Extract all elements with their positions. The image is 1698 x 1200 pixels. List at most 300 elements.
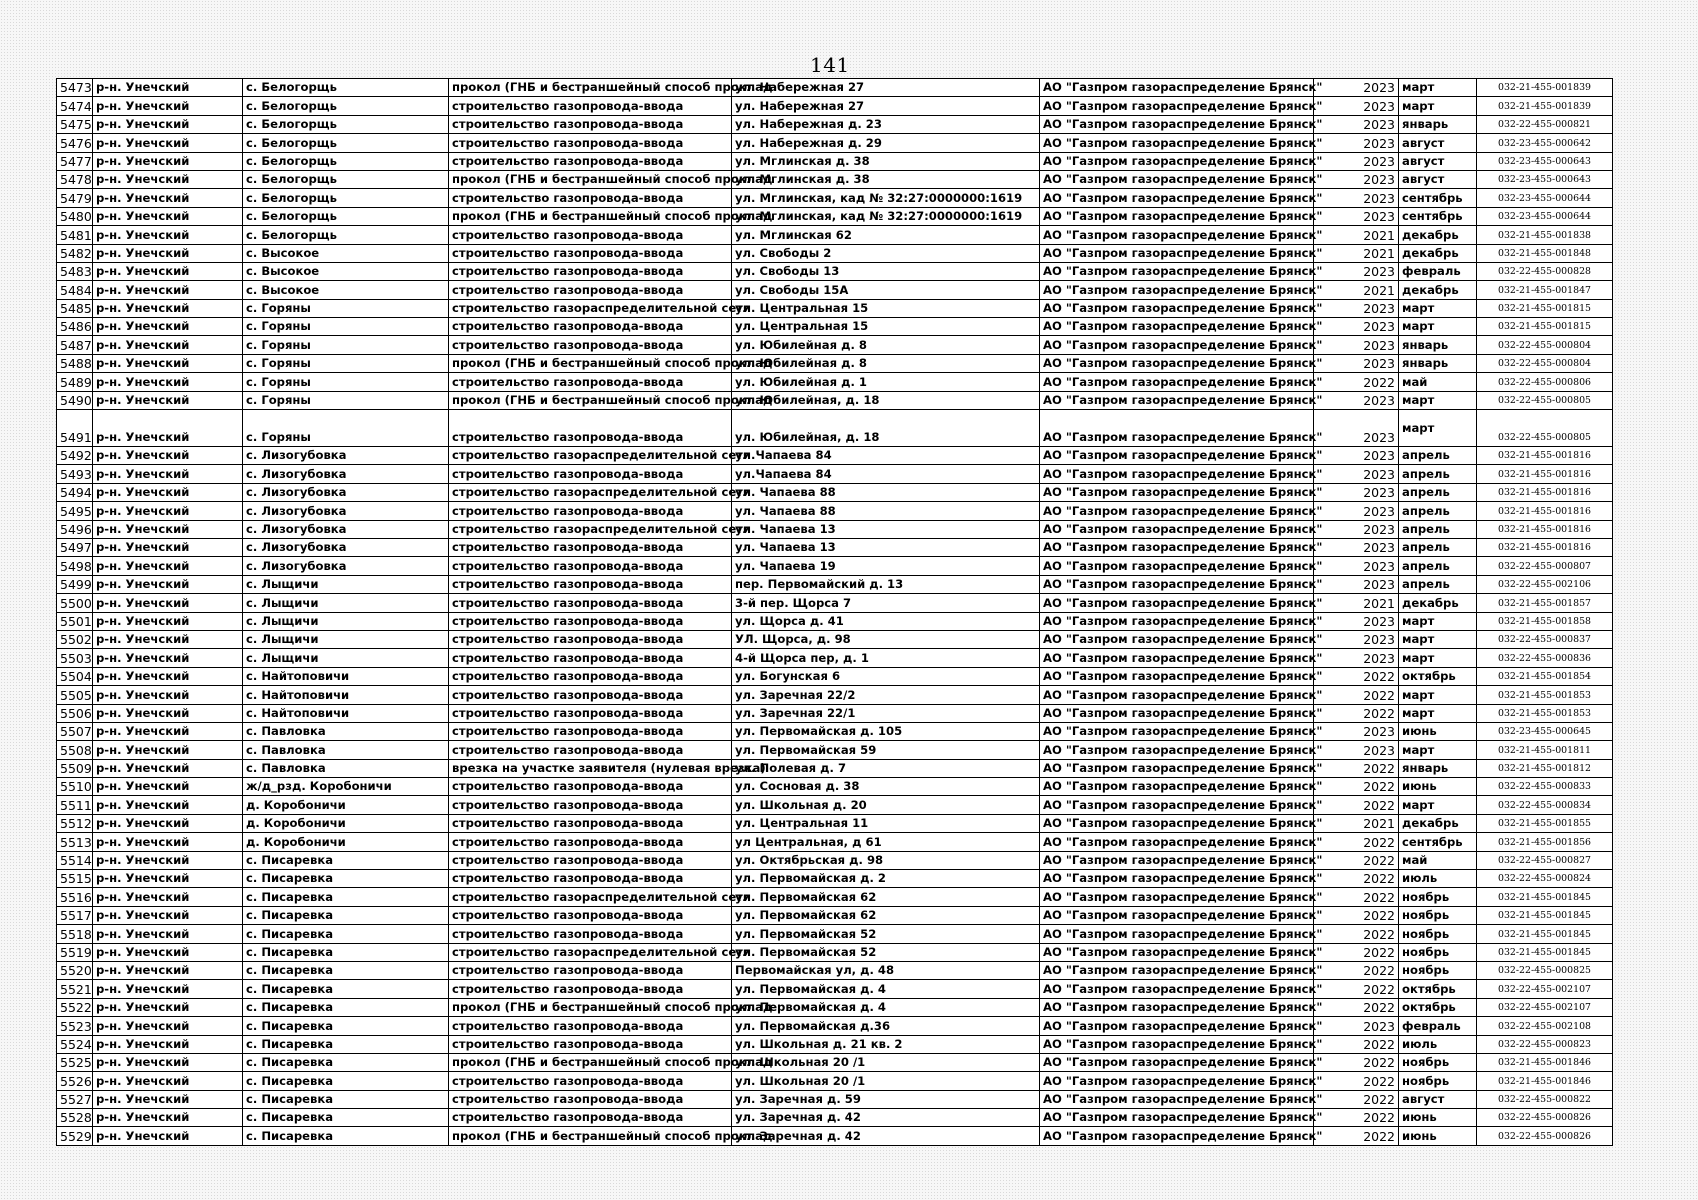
address-cell: ул. Первомайская д.36	[732, 1017, 1040, 1035]
code-cell: 032-21-455-001845	[1477, 888, 1613, 906]
organization-cell: АО "Газпром газораспределение Брянск"	[1040, 612, 1314, 630]
table-row	[57, 704, 1613, 722]
month-cell: январь	[1399, 354, 1477, 372]
organization-cell: АО "Газпром газораспределение Брянск"	[1040, 502, 1314, 520]
settlement-cell: с. Белогорщь	[243, 115, 449, 133]
district-cell: р-н. Унечский	[93, 778, 243, 796]
address-cell: УЛ. Щорса, д. 98	[732, 630, 1040, 648]
address-cell: пер. Первомайский д. 13	[732, 575, 1040, 593]
work-type-cell: строительство газопровода-ввода	[449, 741, 732, 759]
row-number-cell: 5512	[57, 814, 93, 832]
code-cell: 032-22-455-002108	[1477, 1017, 1613, 1035]
row-number-cell: 5491	[57, 410, 93, 447]
district-cell: р-н. Унечский	[93, 410, 243, 447]
month-cell: ноябрь	[1399, 925, 1477, 943]
work-type-cell: строительство газопровода-ввода	[449, 1090, 732, 1108]
organization-cell: АО "Газпром газораспределение Брянск"	[1040, 961, 1314, 979]
row-number-cell: 5522	[57, 998, 93, 1016]
code-cell: 032-22-455-000806	[1477, 373, 1613, 391]
table-row	[57, 961, 1613, 979]
address-cell: ул. Первомайская д. 2	[732, 870, 1040, 888]
code-cell: 032-21-455-001811	[1477, 741, 1613, 759]
table-row	[57, 262, 1613, 280]
organization-cell: АО "Газпром газораспределение Брянск"	[1040, 97, 1314, 115]
address-cell: ул. Свободы 13	[732, 262, 1040, 280]
month-cell: ноябрь	[1399, 906, 1477, 924]
address-cell: ул. Первомайская 52	[732, 943, 1040, 961]
year-cell: 2022	[1314, 759, 1399, 777]
settlement-cell: с. Горяны	[243, 373, 449, 391]
settlement-cell: с. Белогорщь	[243, 226, 449, 244]
organization-cell: АО "Газпром газораспределение Брянск"	[1040, 152, 1314, 170]
work-type-cell: строительство газопровода-ввода	[449, 134, 732, 152]
code-cell: 032-22-455-000834	[1477, 796, 1613, 814]
work-type-cell: строительство газопровода-ввода	[449, 189, 732, 207]
month-cell: август	[1399, 1090, 1477, 1108]
year-cell: 2022	[1314, 998, 1399, 1016]
table-row	[57, 170, 1613, 188]
row-number-cell: 5505	[57, 686, 93, 704]
district-cell: р-н. Унечский	[93, 1109, 243, 1127]
settlement-cell: с. Писаревка	[243, 1090, 449, 1108]
settlement-cell: с. Писаревка	[243, 888, 449, 906]
table-row	[57, 630, 1613, 648]
organization-cell: АО "Газпром газораспределение Брянск"	[1040, 207, 1314, 225]
work-type-cell: строительство газопровода-ввода	[449, 373, 732, 391]
row-number-cell: 5484	[57, 281, 93, 299]
address-cell: ул. Юбилейная д. 8	[732, 354, 1040, 372]
code-cell: 032-21-455-001812	[1477, 759, 1613, 777]
year-cell: 2022	[1314, 980, 1399, 998]
code-cell: 032-23-455-000645	[1477, 722, 1613, 740]
code-cell: 032-22-455-002107	[1477, 998, 1613, 1016]
year-cell: 2023	[1314, 134, 1399, 152]
work-type-cell: строительство газопровода-ввода	[449, 281, 732, 299]
district-cell: р-н. Унечский	[93, 1035, 243, 1053]
code-cell: 032-22-455-000824	[1477, 870, 1613, 888]
work-type-cell: прокол (ГНБ и бестраншейный способ проклад	[449, 207, 732, 225]
year-cell: 2021	[1314, 226, 1399, 244]
month-cell: январь	[1399, 115, 1477, 133]
year-cell: 2023	[1314, 557, 1399, 575]
year-cell: 2022	[1314, 888, 1399, 906]
year-cell: 2023	[1314, 649, 1399, 667]
month-cell: февраль	[1399, 1017, 1477, 1035]
settlement-cell: д. Коробоничи	[243, 796, 449, 814]
address-cell: ул. Первомайская 62	[732, 906, 1040, 924]
organization-cell: АО "Газпром газораспределение Брянск"	[1040, 686, 1314, 704]
work-type-cell: прокол (ГНБ и бестраншейный способ проклад	[449, 1127, 732, 1145]
code-cell: 032-21-455-001853	[1477, 686, 1613, 704]
organization-cell: АО "Газпром газораспределение Брянск"	[1040, 796, 1314, 814]
year-cell: 2023	[1314, 207, 1399, 225]
work-type-cell: врезка на участке заявителя (нулевая врезка)	[449, 759, 732, 777]
district-cell: р-н. Унечский	[93, 796, 243, 814]
address-cell: ул. Октябрьская д. 98	[732, 851, 1040, 869]
row-number-cell: 5478	[57, 170, 93, 188]
address-cell: ул. Заречная 22/1	[732, 704, 1040, 722]
month-cell: апрель	[1399, 557, 1477, 575]
address-cell: 3-й пер. Щорса 7	[732, 594, 1040, 612]
address-cell: ул. Мглинская 62	[732, 226, 1040, 244]
code-cell: 032-23-455-000644	[1477, 189, 1613, 207]
code-cell: 032-22-455-000804	[1477, 336, 1613, 354]
work-type-cell: строительство газопровода-ввода	[449, 722, 732, 740]
row-number-cell: 5483	[57, 262, 93, 280]
month-cell: сентябрь	[1399, 833, 1477, 851]
district-cell: р-н. Унечский	[93, 870, 243, 888]
organization-cell: АО "Газпром газораспределение Брянск"	[1040, 649, 1314, 667]
month-cell: апрель	[1399, 447, 1477, 465]
settlement-cell: с. Белогорщь	[243, 152, 449, 170]
year-cell: 2022	[1314, 1090, 1399, 1108]
settlement-cell: д. Коробоничи	[243, 833, 449, 851]
month-cell: июнь	[1399, 1109, 1477, 1127]
code-cell: 032-21-455-001816	[1477, 538, 1613, 556]
year-cell: 2022	[1314, 925, 1399, 943]
month-cell: июнь	[1399, 722, 1477, 740]
organization-cell: АО "Газпром газораспределение Брянск"	[1040, 1017, 1314, 1035]
month-cell: январь	[1399, 759, 1477, 777]
year-cell: 2022	[1314, 906, 1399, 924]
row-number-cell: 5506	[57, 704, 93, 722]
year-cell: 2023	[1314, 575, 1399, 593]
month-cell: январь	[1399, 336, 1477, 354]
address-cell: ул. Первомайская д. 4	[732, 998, 1040, 1016]
table-row	[57, 97, 1613, 115]
table-row	[57, 778, 1613, 796]
organization-cell: АО "Газпром газораспределение Брянск"	[1040, 170, 1314, 188]
organization-cell: АО "Газпром газораспределение Брянск"	[1040, 79, 1314, 97]
table-row	[57, 833, 1613, 851]
organization-cell: АО "Газпром газораспределение Брянск"	[1040, 244, 1314, 262]
month-cell: март	[1399, 704, 1477, 722]
address-cell: ул. Школьная 20 /1	[732, 1072, 1040, 1090]
row-number-cell: 5516	[57, 888, 93, 906]
row-number-cell: 5527	[57, 1090, 93, 1108]
month-cell: август	[1399, 152, 1477, 170]
work-type-cell: строительство газопровода-ввода	[449, 667, 732, 685]
district-cell: р-н. Унечский	[93, 1053, 243, 1071]
district-cell: р-н. Унечский	[93, 299, 243, 317]
district-cell: р-н. Унечский	[93, 851, 243, 869]
address-cell: ул. Чапаева 13	[732, 520, 1040, 538]
row-number-cell: 5529	[57, 1127, 93, 1145]
settlement-cell: с. Писаревка	[243, 870, 449, 888]
row-number-cell: 5498	[57, 557, 93, 575]
code-cell: 032-22-455-000822	[1477, 1090, 1613, 1108]
code-cell: 032-22-455-000826	[1477, 1127, 1613, 1145]
work-type-cell: строительство газопровода-ввода	[449, 336, 732, 354]
row-number-cell: 5509	[57, 759, 93, 777]
work-type-cell: строительство газопровода-ввода	[449, 244, 732, 262]
code-cell: 032-22-455-000827	[1477, 851, 1613, 869]
row-number-cell: 5480	[57, 207, 93, 225]
work-type-cell: строительство газопровода-ввода	[449, 870, 732, 888]
address-cell: ул.Чапаева 84	[732, 447, 1040, 465]
settlement-cell: с. Горяны	[243, 391, 449, 409]
row-number-cell: 5476	[57, 134, 93, 152]
row-number-cell: 5508	[57, 741, 93, 759]
year-cell: 2023	[1314, 447, 1399, 465]
code-cell: 032-23-455-000643	[1477, 152, 1613, 170]
month-cell: апрель	[1399, 575, 1477, 593]
table-row	[57, 281, 1613, 299]
code-cell: 032-22-455-000821	[1477, 115, 1613, 133]
work-type-cell: строительство газопровода-ввода	[449, 778, 732, 796]
table-row	[57, 207, 1613, 225]
table-row	[57, 115, 1613, 133]
table-row	[57, 814, 1613, 832]
organization-cell: АО "Газпром газораспределение Брянск"	[1040, 1090, 1314, 1108]
table-row	[57, 1072, 1613, 1090]
work-type-cell: строительство газопровода-ввода	[449, 906, 732, 924]
registry-table	[56, 78, 1613, 1146]
settlement-cell: с. Павловка	[243, 759, 449, 777]
month-cell: март	[1399, 796, 1477, 814]
organization-cell: АО "Газпром газораспределение Брянск"	[1040, 391, 1314, 409]
table-row	[57, 686, 1613, 704]
code-cell: 032-22-455-000804	[1477, 354, 1613, 372]
table-row	[57, 244, 1613, 262]
work-type-cell: строительство газопровода-ввода	[449, 115, 732, 133]
district-cell: р-н. Унечский	[93, 502, 243, 520]
organization-cell: АО "Газпром газораспределение Брянск"	[1040, 980, 1314, 998]
row-number-cell: 5487	[57, 336, 93, 354]
district-cell: р-н. Унечский	[93, 906, 243, 924]
work-type-cell: прокол (ГНБ и бестраншейный способ проклад	[449, 998, 732, 1016]
district-cell: р-н. Унечский	[93, 575, 243, 593]
address-cell: Первомайская ул, д. 48	[732, 961, 1040, 979]
year-cell: 2023	[1314, 465, 1399, 483]
row-number-cell: 5511	[57, 796, 93, 814]
table-row	[57, 870, 1613, 888]
code-cell: 032-22-455-000826	[1477, 1109, 1613, 1127]
month-cell: март	[1399, 97, 1477, 115]
work-type-cell: строительство газопровода-ввода	[449, 704, 732, 722]
district-cell: р-н. Унечский	[93, 704, 243, 722]
month-cell: март	[1399, 318, 1477, 336]
district-cell: р-н. Унечский	[93, 170, 243, 188]
table-row	[57, 557, 1613, 575]
address-cell: ул. Юбилейная д. 8	[732, 336, 1040, 354]
district-cell: р-н. Унечский	[93, 594, 243, 612]
year-cell: 2023	[1314, 354, 1399, 372]
work-type-cell: строительство газораспределительной сети	[449, 483, 732, 501]
organization-cell: АО "Газпром газораспределение Брянск"	[1040, 1127, 1314, 1145]
row-number-cell: 5513	[57, 833, 93, 851]
year-cell: 2022	[1314, 704, 1399, 722]
table-row	[57, 722, 1613, 740]
organization-cell: АО "Газпром газораспределение Брянск"	[1040, 318, 1314, 336]
district-cell: р-н. Унечский	[93, 667, 243, 685]
year-cell: 2022	[1314, 796, 1399, 814]
code-cell: 032-22-455-000833	[1477, 778, 1613, 796]
table-row	[57, 299, 1613, 317]
month-cell: декабрь	[1399, 594, 1477, 612]
settlement-cell: с. Белогорщь	[243, 189, 449, 207]
work-type-cell: строительство газопровода-ввода	[449, 612, 732, 630]
year-cell: 2023	[1314, 502, 1399, 520]
district-cell: р-н. Унечский	[93, 207, 243, 225]
district-cell: р-н. Унечский	[93, 520, 243, 538]
row-number-cell: 5504	[57, 667, 93, 685]
table-row	[57, 483, 1613, 501]
work-type-cell: строительство газопровода-ввода	[449, 796, 732, 814]
address-cell: ул. Школьная д. 20	[732, 796, 1040, 814]
table-row	[57, 189, 1613, 207]
row-number-cell: 5473	[57, 79, 93, 97]
code-cell: 032-21-455-001816	[1477, 447, 1613, 465]
work-type-cell: строительство газораспределительной сети	[449, 447, 732, 465]
address-cell: ул. Центральная 11	[732, 814, 1040, 832]
month-cell: сентябрь	[1399, 189, 1477, 207]
settlement-cell: с. Писаревка	[243, 1053, 449, 1071]
address-cell: ул. Чапаева 88	[732, 502, 1040, 520]
work-type-cell: строительство газопровода-ввода	[449, 502, 732, 520]
year-cell: 2022	[1314, 1127, 1399, 1145]
table-row	[57, 538, 1613, 556]
row-number-cell: 5496	[57, 520, 93, 538]
month-cell: ноябрь	[1399, 961, 1477, 979]
district-cell: р-н. Унечский	[93, 465, 243, 483]
address-cell: ул. Набережная д. 23	[732, 115, 1040, 133]
organization-cell: АО "Газпром газораспределение Брянск"	[1040, 906, 1314, 924]
organization-cell: АО "Газпром газораспределение Брянск"	[1040, 226, 1314, 244]
table-row	[57, 943, 1613, 961]
month-cell: апрель	[1399, 465, 1477, 483]
organization-cell: АО "Газпром газораспределение Брянск"	[1040, 538, 1314, 556]
address-cell: ул. Центральная 15	[732, 299, 1040, 317]
table-row	[57, 79, 1613, 97]
organization-cell: АО "Газпром газораспределение Брянск"	[1040, 447, 1314, 465]
table-row	[57, 980, 1613, 998]
code-cell: 032-22-455-000807	[1477, 557, 1613, 575]
month-cell: октябрь	[1399, 998, 1477, 1016]
address-cell: ул. Юбилейная, д. 18	[732, 410, 1040, 447]
settlement-cell: с. Писаревка	[243, 998, 449, 1016]
row-number-cell: 5481	[57, 226, 93, 244]
code-cell: 032-21-455-001854	[1477, 667, 1613, 685]
table-row	[57, 796, 1613, 814]
organization-cell: АО "Газпром газораспределение Брянск"	[1040, 594, 1314, 612]
row-number-cell: 5521	[57, 980, 93, 998]
month-cell: июнь	[1399, 778, 1477, 796]
work-type-cell: строительство газопровода-ввода	[449, 594, 732, 612]
row-number-cell: 5477	[57, 152, 93, 170]
settlement-cell: с. Писаревка	[243, 1109, 449, 1127]
organization-cell: АО "Газпром газораспределение Брянск"	[1040, 630, 1314, 648]
row-number-cell: 5493	[57, 465, 93, 483]
settlement-cell: с. Лизогубовка	[243, 520, 449, 538]
organization-cell: АО "Газпром газораспределение Брянск"	[1040, 575, 1314, 593]
table-row	[57, 465, 1613, 483]
code-cell: 032-22-455-000805	[1477, 410, 1613, 447]
settlement-cell: с. Лизогубовка	[243, 557, 449, 575]
table-row	[57, 391, 1613, 409]
month-cell: март	[1399, 79, 1477, 97]
district-cell: р-н. Унечский	[93, 980, 243, 998]
organization-cell: АО "Газпром газораспределение Брянск"	[1040, 262, 1314, 280]
table-row	[57, 502, 1613, 520]
month-cell: май	[1399, 851, 1477, 869]
settlement-cell: с. Писаревка	[243, 1072, 449, 1090]
month-cell: март	[1399, 741, 1477, 759]
code-cell: 032-22-455-000805	[1477, 391, 1613, 409]
address-cell: ул. Чапаева 13	[732, 538, 1040, 556]
address-cell: ул. Набережная 27	[732, 79, 1040, 97]
code-cell: 032-21-455-001846	[1477, 1072, 1613, 1090]
code-cell: 032-21-455-001845	[1477, 925, 1613, 943]
settlement-cell: с. Высокое	[243, 281, 449, 299]
district-cell: р-н. Унечский	[93, 483, 243, 501]
row-number-cell: 5499	[57, 575, 93, 593]
settlement-cell: с. Писаревка	[243, 906, 449, 924]
district-cell: р-н. Унечский	[93, 722, 243, 740]
year-cell: 2021	[1314, 814, 1399, 832]
address-cell: ул. Сосновая д. 38	[732, 778, 1040, 796]
district-cell: р-н. Унечский	[93, 888, 243, 906]
row-number-cell: 5517	[57, 906, 93, 924]
row-number-cell: 5507	[57, 722, 93, 740]
organization-cell: АО "Газпром газораспределение Брянск"	[1040, 189, 1314, 207]
district-cell: р-н. Унечский	[93, 759, 243, 777]
address-cell: ул.Чапаева 84	[732, 465, 1040, 483]
address-cell: ул. Богунская 6	[732, 667, 1040, 685]
code-cell: 032-21-455-001845	[1477, 943, 1613, 961]
table-row	[57, 1035, 1613, 1053]
table-row	[57, 520, 1613, 538]
table-row	[57, 318, 1613, 336]
address-cell: ул. Заречная д. 42	[732, 1109, 1040, 1127]
work-type-cell: строительство газопровода-ввода	[449, 226, 732, 244]
district-cell: р-н. Унечский	[93, 318, 243, 336]
work-type-cell: строительство газораспределительной сети	[449, 299, 732, 317]
district-cell: р-н. Унечский	[93, 447, 243, 465]
table-row	[57, 759, 1613, 777]
settlement-cell: с. Белогорщь	[243, 134, 449, 152]
address-cell: ул. Центральная 15	[732, 318, 1040, 336]
month-cell: февраль	[1399, 262, 1477, 280]
work-type-cell: строительство газопровода-ввода	[449, 649, 732, 667]
code-cell: 032-22-455-000825	[1477, 961, 1613, 979]
settlement-cell: с. Писаревка	[243, 851, 449, 869]
row-number-cell: 5482	[57, 244, 93, 262]
work-type-cell: строительство газопровода-ввода	[449, 465, 732, 483]
address-cell: ул. Первомайская 62	[732, 888, 1040, 906]
work-type-cell: строительство газопровода-ввода	[449, 262, 732, 280]
organization-cell: АО "Газпром газораспределение Брянск"	[1040, 115, 1314, 133]
year-cell: 2022	[1314, 1053, 1399, 1071]
year-cell: 2022	[1314, 943, 1399, 961]
row-number-cell: 5518	[57, 925, 93, 943]
year-cell: 2022	[1314, 373, 1399, 391]
settlement-cell: с. Высокое	[243, 244, 449, 262]
month-cell: июнь	[1399, 1127, 1477, 1145]
code-cell: 032-21-455-001839	[1477, 79, 1613, 97]
settlement-cell: с. Высокое	[243, 262, 449, 280]
organization-cell: АО "Газпром газораспределение Брянск"	[1040, 1072, 1314, 1090]
district-cell: р-н. Унечский	[93, 649, 243, 667]
table-row	[57, 667, 1613, 685]
settlement-cell: с. Найтоповичи	[243, 704, 449, 722]
organization-cell: АО "Газпром газораспределение Брянск"	[1040, 1053, 1314, 1071]
year-cell: 2023	[1314, 170, 1399, 188]
district-cell: р-н. Унечский	[93, 244, 243, 262]
month-cell: апрель	[1399, 538, 1477, 556]
address-cell: ул Центральная, д 61	[732, 833, 1040, 851]
address-cell: ул. Первомайская 59	[732, 741, 1040, 759]
